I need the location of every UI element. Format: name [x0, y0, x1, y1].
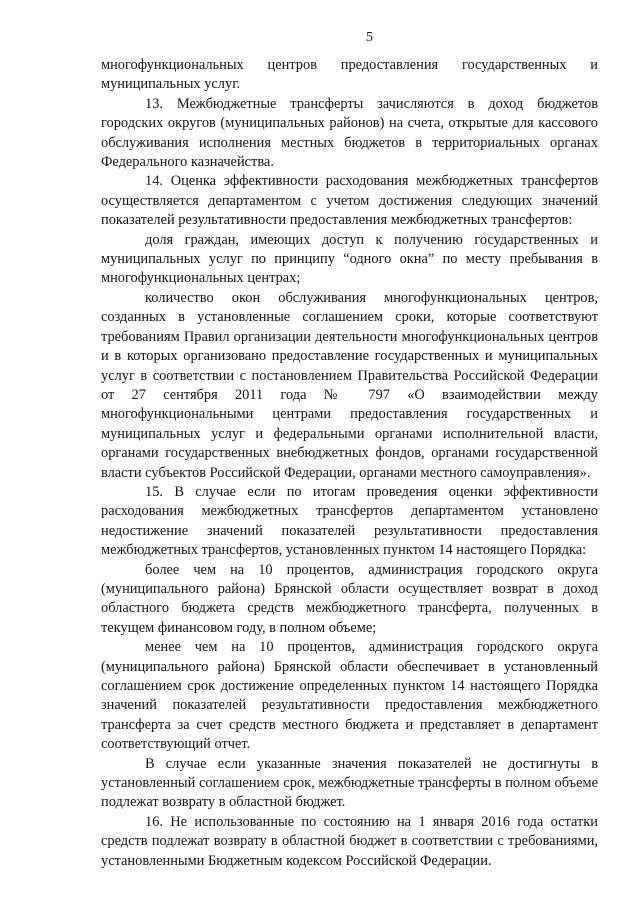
paragraph-15: 15. В случае если по итогам проведения оценки эффективности расходования межбюджетных трансфертов департаментом установлено недостижение значений показателей результативности предоставления межбюджетных трансфертов, установленных пунктом 14 настоящего Порядка: [101, 483, 598, 559]
paragraph-15-item-less-than-10: менее чем на 10 процентов, администрация городского округа (муниципального района) Брянской области обеспечивает в установленный соглашением срок достижение определенных пунктом 14 настоящего Порядка значений показателей результативности предоставления межбюджетного трансферта за счет средств местного бюджета и представляет в департамент соответствующий отчет. [101, 639, 598, 753]
paragraph-14: 14. Оценка эффективности расходования межбюджетных трансфертов осуществляется департаментом с учетом достижения следующих значений показателей результативности предоставления межбюджетных трансфертов: [101, 173, 598, 229]
paragraph-15-item-more-than-10: более чем на 10 процентов, администрация городского округа (муниципального района) Брянской области осуществляет возврат в доход областного бюджета средств межбюджетного трансферта, полученных в текущем финансовом году, в полном объеме; [101, 561, 598, 636]
paragraph-continuation: многофункциональных центров предоставления государственных и муниципальных услуг. [101, 57, 598, 93]
paragraph-14-item-share: доля граждан, имеющих доступ к получению государственных и муниципальных услуг по принципу “одного окна” по месту пребывания в многофункциональных центрах; [101, 231, 598, 287]
page-number: 5 [366, 30, 373, 45]
paragraph-16: 16. Не использованные по состоянию на 1 января 2016 года остатки средств подлежат возврату в областной бюджет в соответствии с требованиями, установленными Бюджетным кодексом Российской Федерации. [101, 813, 598, 869]
paragraph-15-not-achieved: В случае если указанные значения показателей не достигнуты в установленный соглашением срок, межбюджетные трансферты в полном объеме подлежат возврату в областной бюджет. [101, 755, 598, 811]
paragraph-14-item-windows: количество окон обслуживания многофункциональных центров, созданных в установленные соглашением сроки, которые соответствуют требованиям Правил организации деятельности многофункциональных центров и в которых организовано предоставление государственных и муниципальных услуг в соответствии с постановлением Правительства Российской Федерации от 27 сентября 2011 года № 797 «О взаимодействии между многофункциональными центрами предоставления государственных и муниципальных услуг и федеральными органами исполнительной власти, органами государственных внебюджетных фондов, органами государственной власти субъектов Российской Федерации, органами местного самоуправления». [101, 289, 598, 481]
paragraph-13: 13. Межбюджетные трансферты зачисляются в доход бюджетов городских округов (муниципальных районов) на счета, открытые для кассового обслуживания исполнения местных бюджетов в территориальных органах Федерального казначейства. [101, 95, 598, 171]
